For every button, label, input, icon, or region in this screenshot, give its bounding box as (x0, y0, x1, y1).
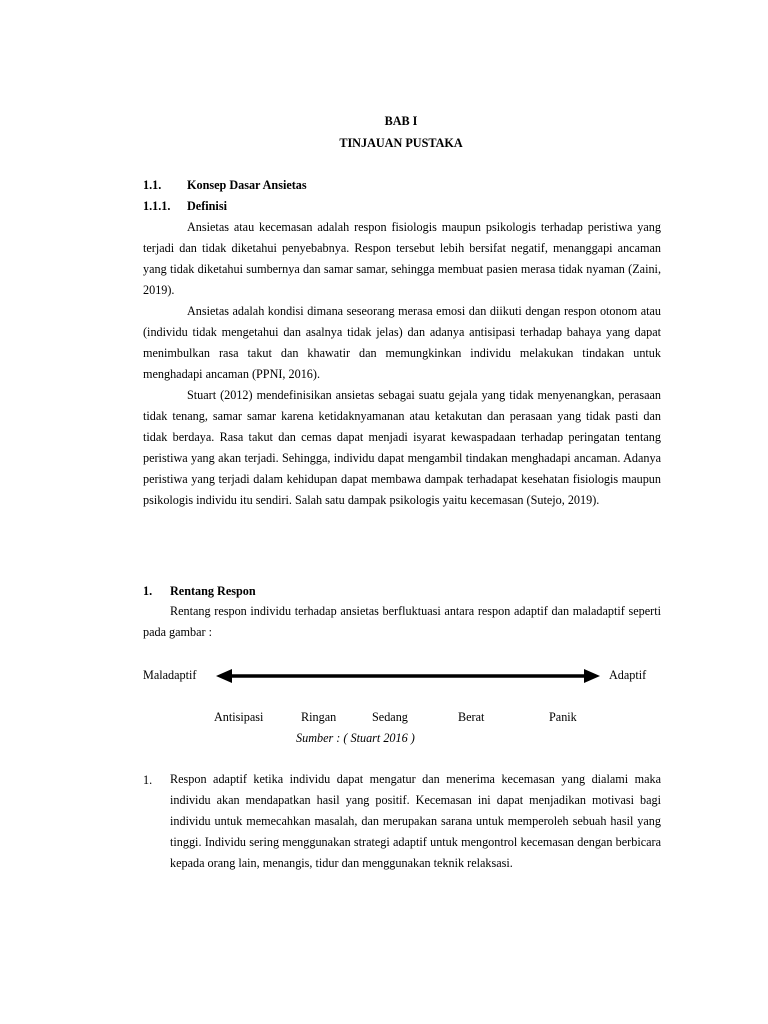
point-number: 1. (143, 584, 153, 598)
figure-source: Sumber : ( Stuart 2016 ) (296, 731, 415, 745)
section-number: 1.1. (143, 178, 162, 192)
paragraph: Ansietas adalah kondisi dimana seseorang merasa emosi dan diikuti dengan respon otonom atau (individu tidak mengetahui dan asalnya tidak jelas) dan adanya antisipasi terhadap bahaya yang dapat menimbulkan rasa takut dan khawatir dan memungkinkan individu melakukan tindakan untuk menghadapi ancaman (PPNI, 2016). (143, 304, 661, 381)
right-arrowhead-icon (584, 669, 600, 683)
adaptive-label: Adaptif (609, 668, 647, 682)
level-antisipasi: Antisipasi (214, 710, 264, 724)
subsection-title: Definisi (187, 199, 227, 213)
list-number: 1. (143, 773, 153, 787)
chapter-title: TINJAUAN PUSTAKA (339, 136, 463, 150)
paragraph: Ansietas atau kecemasan adalah respon fisiologis maupun psikologis terhadap peristiwa yang terjadi dan tidak diketahui penyebabnya. Respon tersebut lebih bersifat negatif, menanggapi ancaman yang tidak diketahui sumbernya dan samar samar, sehingga membuat pasien merasa tidak nyaman (Zaini, 2019). (143, 220, 661, 297)
left-arrowhead-icon (216, 669, 232, 683)
level-berat: Berat (458, 710, 485, 724)
list-item-text: Respon adaptif ketika individu dapat mengatur dan menerima kecemasan yang dialami maka individu akan mendapatkan hasil yang positif. Kecemasan ini dapat menjadikan motivasi bagi individu untuk memecahkan masalah, dan merupakan sarana untuk memperoleh sebuah hasil yang tinggi. Individu sering menggunakan strategi adaptif untuk mengontrol kecemasan dengan berbicara kepada orang lain, menangis, tidur dan menggunakan teknik relaksasi. (170, 772, 661, 870)
maladaptive-label: Maladaptif (143, 668, 197, 682)
paragraph: Stuart (2012) mendefinisikan ansietas sebagai suatu gejala yang tidak menyenangkan, perasaan tidak tenang, samar samar karena ketidaknyamanan atau ketakutan dan perasaan yang tidak pasti dan tidak berdaya. Rasa takut dan cemas dapat menjadi isyarat kewaspadaan terhadap peringatan tentang peristiwa yang akan terjadi. Sehingga, individu dapat mengambil tindakan menghadapi ancaman. Adanya peristiwa yang terjadi dalam kehidupan dapat membawa dampak terhadapat kesehatan fisiologis maupun psikologis individu itu sendiri. Salah satu dampak psikologis yaitu kecemasan (Sutejo, 2019). (143, 388, 661, 507)
point-title: Rentang Respon (170, 584, 256, 598)
level-panik: Panik (549, 710, 577, 724)
subsection-number: 1.1.1. (143, 199, 171, 213)
level-sedang: Sedang (372, 710, 408, 724)
section-title: Konsep Dasar Ansietas (187, 178, 307, 192)
paragraph: Rentang respon individu terhadap ansietas berfluktuasi antara respon adaptif dan maladaptif seperti pada gambar : (143, 604, 661, 639)
level-ringan: Ringan (301, 710, 337, 724)
chapter-heading: BAB I (384, 114, 418, 128)
